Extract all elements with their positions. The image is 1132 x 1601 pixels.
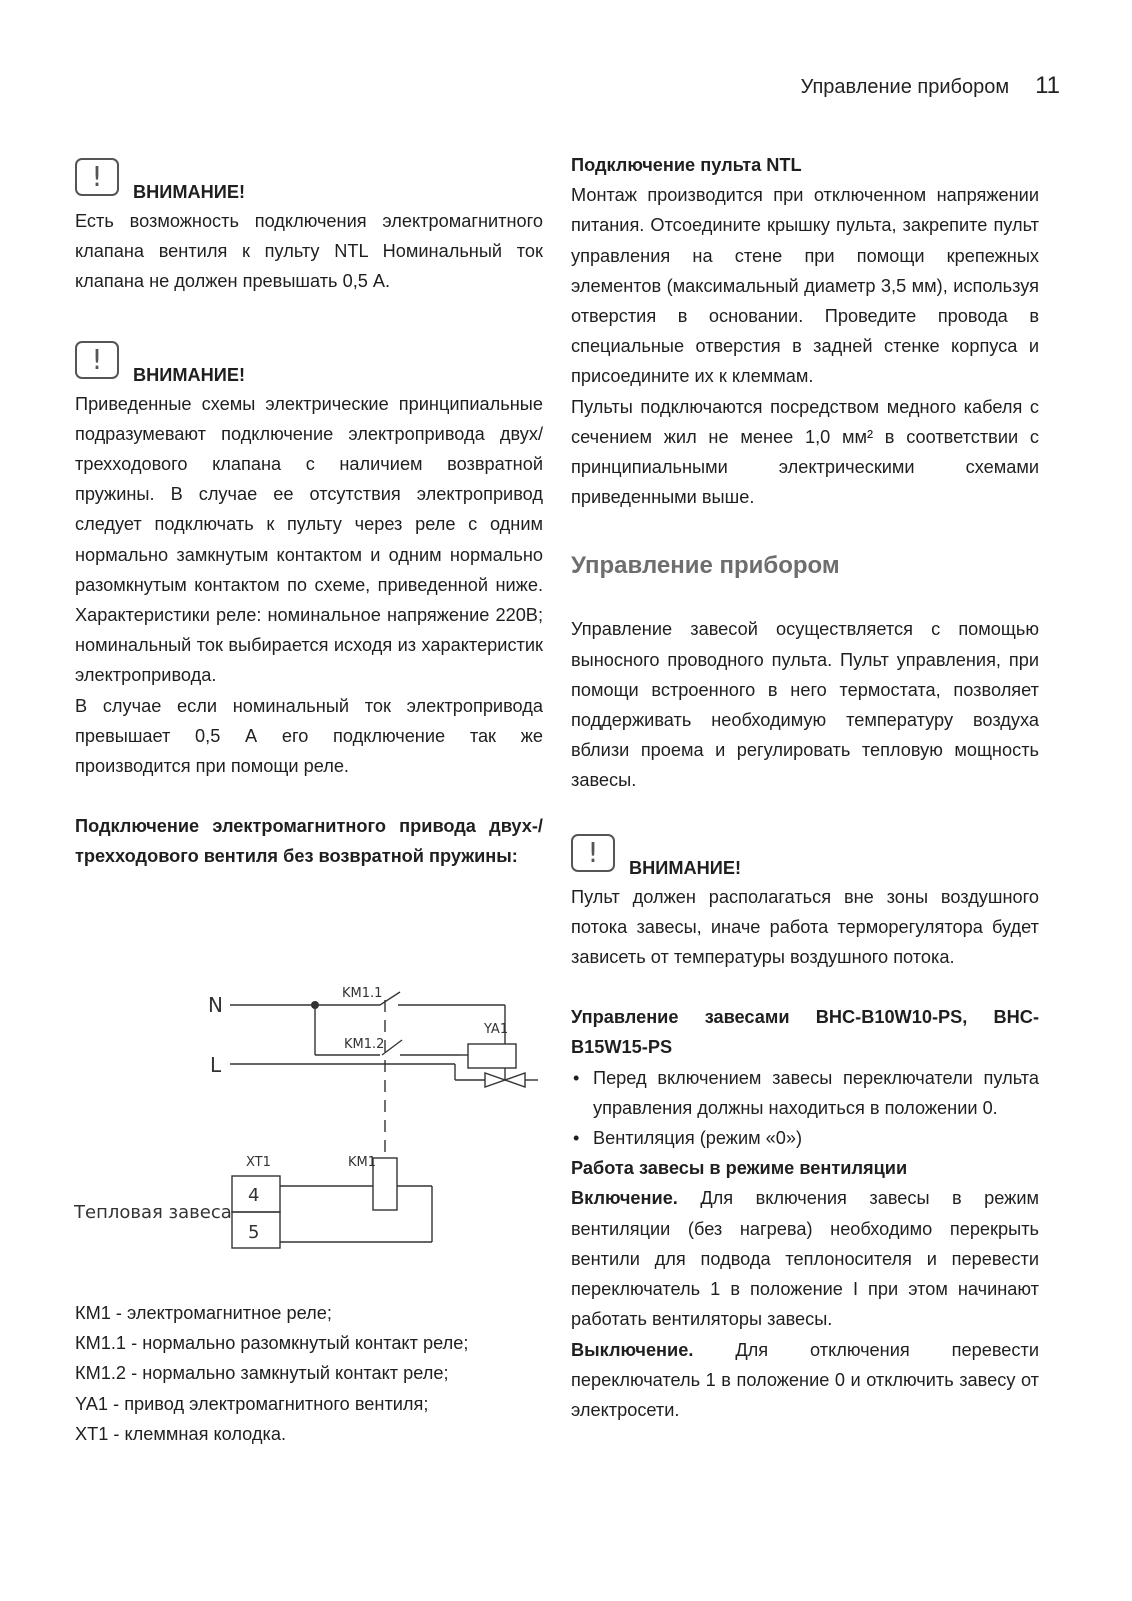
legend-item: КМ1.2 - нормально замкнутый контакт реле; bbox=[75, 1363, 449, 1384]
on-text: Для включения завесы в режим вентиляции (без нагрева) необходимо перекрыть вентили для подвода теплоносителя и перевести переключатель 1 в положение I при этом начинают работать вентиляторы завесы. bbox=[571, 1188, 1039, 1330]
wiring-diagram bbox=[60, 970, 550, 1270]
ntl-text: Пульты подключаются посредством медного кабеля с сечением жил не менее 1,0 мм² в соответствии с принципиальными электрическими схемами приведенными выше. bbox=[571, 396, 1039, 508]
bullet-list bbox=[571, 1063, 1039, 1154]
warning-text: Приведенные схемы электрические принципиальные подразумевают подключение электропривода двух/трехходового клапана с наличием возвратной пружины. В случае ее отсутствия электропривод следует подключать к пульту через реле с одним нормально замкнутым контактом и одним нормально разомкнутым контактом по схеме, приведенной ниже. Характеристики реле: номинальное напряжение 220В; номинальный ток выбирается исходя из характеристик электропривода. bbox=[75, 393, 543, 686]
left-column bbox=[75, 158, 543, 872]
on-label: Включение. bbox=[571, 1188, 678, 1209]
page-number: 11 bbox=[1035, 72, 1060, 99]
exclamation-icon: ! bbox=[75, 341, 119, 379]
warning-text: Есть возможность подключения электромагнитного клапана вентиля к пульту NTL Номинальный ток клапана не должен превышать 0,5 А. bbox=[75, 211, 543, 292]
page-header bbox=[801, 72, 1060, 100]
warning-title: ВНИМАНИЕ! bbox=[629, 857, 742, 878]
legend-item: XT1 - клеммная колодка. bbox=[75, 1423, 287, 1444]
section-text: Управление завесой осуществляется с помощью выносного проводного пульта. Пульт управления, при помощи встроенного в него термостата, позволяет поддерживать необходимую температуру воздуха вблизи проема и регулировать тепловую мощность завесы. bbox=[571, 619, 1039, 791]
warning-title: ВНИМАНИЕ! bbox=[133, 182, 246, 202]
ntl-heading: Подключение пульта NTL bbox=[571, 155, 802, 175]
vent-heading: Работа завесы в режиме вентиляции bbox=[571, 1158, 908, 1179]
warning-block bbox=[75, 341, 543, 389]
terminal-5: 5 bbox=[248, 1222, 260, 1243]
connection-heading: Подключение электромагнитного привода двух-/трехходового вентиля без возвратной пружины: bbox=[75, 816, 543, 867]
warning-block bbox=[75, 158, 543, 206]
warning-block bbox=[571, 834, 1039, 882]
list-item: • Вентиляция (режим «0») bbox=[571, 1123, 1039, 1153]
warning-text: В случае если номинальный ток электропривода превышает 0,5 А его подключение так же производится при помощи реле. bbox=[75, 695, 543, 777]
label-km12: KM1.2 bbox=[344, 1037, 385, 1052]
running-title: Управление прибором bbox=[800, 76, 1010, 98]
off-paragraph bbox=[571, 1335, 1039, 1426]
exclamation-icon: ! bbox=[75, 158, 119, 196]
on-paragraph bbox=[571, 1183, 1039, 1334]
models-heading: Управление завесами BHC-B10W10-PS, BHC-B15W15-PS bbox=[571, 1007, 1039, 1058]
label-ya1: YA1 bbox=[484, 1022, 509, 1037]
label-km1: KM1 bbox=[348, 1155, 377, 1170]
junction-node bbox=[311, 1001, 319, 1009]
list-item: • Перед включением завесы переключатели пульта управления должны находиться в положении 0. bbox=[571, 1063, 1039, 1123]
section-title: Управление прибором bbox=[571, 552, 840, 580]
label-xt1: XT1 bbox=[246, 1155, 271, 1170]
legend-item: YA1 - привод электромагнитного вентиля; bbox=[75, 1393, 429, 1414]
off-text: Для отключения перевести переключатель 1 в положение 0 и отключить завесу от электросети. bbox=[571, 1339, 1039, 1420]
exclamation-icon: ! bbox=[571, 834, 615, 872]
ntl-text: Монтаж производится при отключенном напряжении питания. Отсоедините крышку пульта, закрепите пульт управления на стене при помощи крепежных элементов (максимальный диаметр 3,5 мм), используя отверстия в основании. Проведите провода в специальные отверстия в задней стенке корпуса и присоедините их к клеммам. bbox=[571, 185, 1039, 387]
legend-item: КМ1 - электромагнитное реле; bbox=[75, 1303, 332, 1323]
warning-title: ВНИМАНИЕ! bbox=[133, 364, 246, 385]
label-km11: KM1.1 bbox=[342, 986, 383, 1001]
label-n: N bbox=[208, 993, 223, 1017]
terminal-4: 4 bbox=[248, 1185, 260, 1206]
diagram-legend bbox=[75, 1298, 543, 1449]
label-l: L bbox=[210, 1053, 222, 1077]
right-column bbox=[571, 150, 1039, 1425]
label-curtain: Тепловая завеса bbox=[74, 1202, 232, 1223]
warning-text: Пульт должен располагаться вне зоны воздушного потока завесы, иначе работа терморегулятора будет зависеть от температуры воздушного потока. bbox=[571, 886, 1039, 968]
legend-item: КМ1.1 - нормально разомкнутый контакт реле; bbox=[75, 1333, 469, 1354]
off-label: Выключение. bbox=[571, 1339, 694, 1360]
